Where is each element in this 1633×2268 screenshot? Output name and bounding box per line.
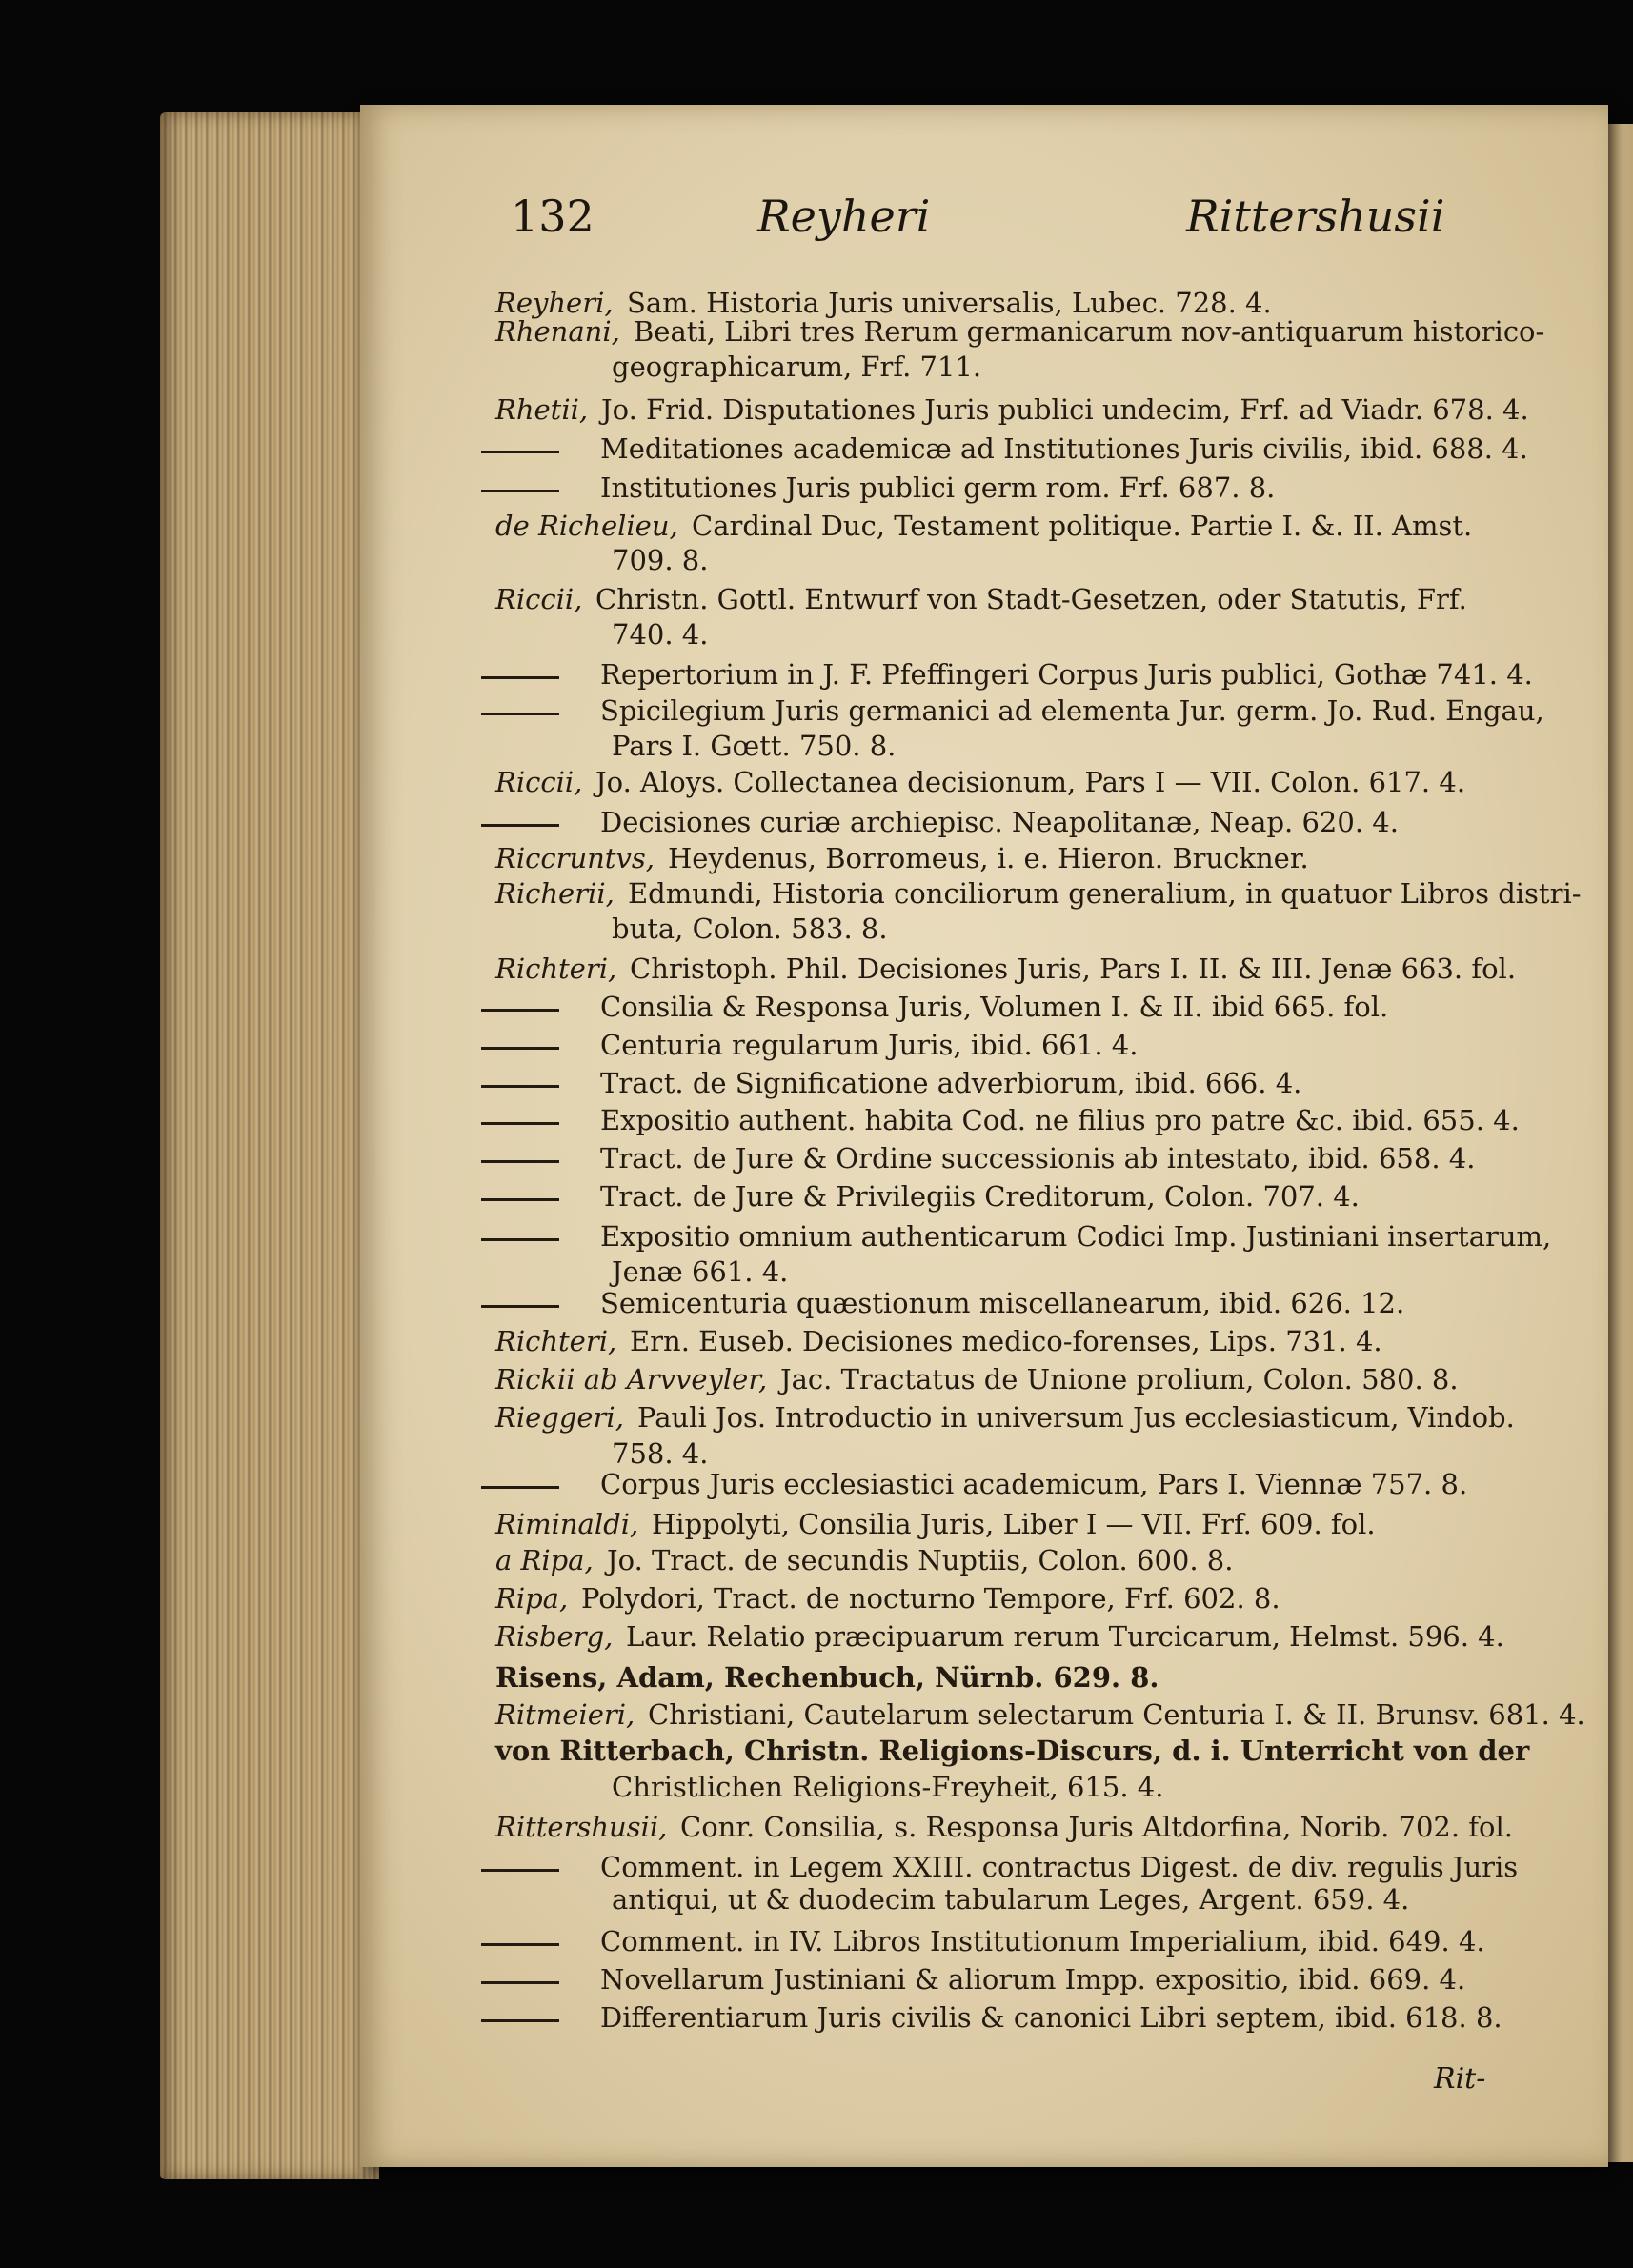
entry-text: Differentiarum Juris civilis & canonici Libri septem, ibid. 618. 8. [600, 2001, 1502, 2034]
entry-author: Richteri, [495, 953, 617, 985]
bibliography-entry [0, 1581, 1633, 1619]
entry-text: Christoph. Phil. Decisiones Juris, Pars I. II. & III. Jenæ 663. fol. [630, 953, 1517, 985]
ditto-dash [481, 1047, 559, 1050]
ditto-dash [481, 1160, 559, 1163]
bibliography-entry [0, 841, 1633, 879]
entry-author: Richteri, [495, 1325, 617, 1357]
bibliography-entry [0, 1924, 1633, 1962]
bibliography-entry [0, 952, 1633, 990]
bibliography-entry [0, 1219, 1633, 1257]
bibliography-entry [0, 617, 1633, 655]
ditto-dash [481, 824, 559, 827]
bibliography-entry [0, 1507, 1633, 1545]
bibliography-entry [0, 990, 1633, 1028]
bibliography-entry [0, 765, 1633, 803]
bibliography-entry [0, 1362, 1633, 1400]
bibliography-entry [0, 1619, 1633, 1657]
entry-text: Beati, Libri tres Rerum germanicarum nov-antiquarum historico- [634, 315, 1545, 348]
bibliography-entry [0, 1028, 1633, 1066]
ditto-dash [481, 1238, 559, 1241]
entry-author: Rhetii, [495, 393, 589, 426]
entry-author: de Richelieu, [495, 510, 678, 542]
bibliography-entry [0, 1103, 1633, 1141]
entry-text: Corpus Juris ecclesiastici academicum, Pars I. Viennæ 757. 8. [600, 1468, 1468, 1500]
ditto-dash [481, 1198, 559, 1201]
bibliography-entry [0, 1286, 1633, 1324]
bibliography-entry [0, 350, 1633, 388]
running-head-right: Rittershusii [1186, 191, 1445, 242]
entry-author: Rickii ab Arvveyler, [495, 1363, 768, 1395]
ditto-dash [481, 451, 559, 453]
entry-author: Rittershusii, [495, 1811, 668, 1843]
entry-text: Ern. Euseb. Decisiones medico-forenses, Lips. 731. 4. [630, 1325, 1382, 1357]
bibliography-entry [0, 805, 1633, 843]
entry-text: Jo. Tract. de secundis Nuptiis, Colon. 600. 8. [607, 1544, 1234, 1576]
bibliography-entry [0, 1660, 1633, 1698]
entry-author: Ritmeieri, [495, 1698, 635, 1731]
entry-text: Jac. Tractatus de Unione prolium, Colon. 580. 8. [780, 1363, 1459, 1395]
page-number: 132 [511, 191, 595, 242]
bibliography-entry [0, 392, 1633, 431]
entry-text: Jenæ 661. 4. [612, 1255, 789, 1288]
bibliography-entry [0, 1882, 1633, 1920]
entry-text: Risens, Adam, Rechenbuch, Nürnb. 629. 8. [495, 1661, 1159, 1694]
ditto-dash [481, 1122, 559, 1125]
entry-text: 740. 4. [612, 618, 709, 651]
entry-text: Laur. Relatio præcipuarum rerum Turcicarum, Helmst. 596. 4. [626, 1620, 1504, 1653]
entry-author: Riccii, [495, 766, 583, 798]
bibliography-entry [0, 693, 1633, 732]
bibliography-entry [0, 432, 1633, 470]
entry-text: Tract. de Jure & Privilegiis Creditorum, Colon. 707. 4. [600, 1180, 1360, 1213]
bibliography-entry [0, 471, 1633, 509]
entry-text: Comment. in IV. Libros Institutionum Imperialium, ibid. 649. 4. [600, 1925, 1485, 1957]
entry-text: Spicilegium Juris germanici ad elementa Jur. germ. Jo. Rud. Engau, [600, 694, 1544, 727]
bibliography-entry [0, 1734, 1633, 1772]
bibliography-entry [0, 1179, 1633, 1217]
catchword: Rit- [1434, 2062, 1486, 2096]
entry-text: Expositio authent. habita Cod. ne filius pro patre &c. ibid. 655. 4. [600, 1104, 1520, 1136]
running-head-left: Reyheri [757, 191, 931, 242]
entry-author: Ripa, [495, 1582, 569, 1615]
entry-text: Christn. Gottl. Entwurf von Stadt-Gesetzen, oder Statutis, Frf. [595, 583, 1467, 615]
entry-text: Centuria regularum Juris, ibid. 661. 4. [600, 1029, 1139, 1061]
entry-text: Christiani, Cautelarum selectarum Centuria I. & II. Brunsv. 681. 4. [648, 1698, 1585, 1731]
bibliography-entry [0, 1141, 1633, 1179]
bibliography-entry [0, 1400, 1633, 1438]
bibliography-entry [0, 657, 1633, 695]
entry-text: Jo. Frid. Disputationes Juris publici undecim, Frf. ad Viadr. 678. 4. [601, 393, 1529, 426]
ditto-dash [481, 1085, 559, 1088]
ditto-dash [481, 1305, 559, 1308]
entry-text: Pauli Jos. Introductio in universum Jus ecclesiasticum, Vindob. [637, 1401, 1515, 1434]
entry-author: Riccruntvs, [495, 842, 655, 874]
entry-text: Cardinal Duc, Testament politique. Partie I. &. II. Amst. [692, 510, 1473, 542]
entry-author: Rieggeri, [495, 1401, 624, 1434]
bibliography-entry [0, 314, 1633, 352]
entry-text: geographicarum, Frf. 711. [612, 351, 982, 383]
bibliography-entry [0, 912, 1633, 950]
bibliography-entry [0, 1324, 1633, 1362]
ditto-dash [481, 1009, 559, 1012]
bibliography-entry [0, 1467, 1633, 1505]
entry-author: Rhenani, [495, 315, 620, 348]
bibliography-entry [0, 729, 1633, 767]
entry-text: Novellarum Justiniani & aliorum Impp. expositio, ibid. 669. 4. [600, 1963, 1466, 1996]
ditto-dash [481, 1486, 559, 1489]
entry-text: Meditationes academicæ ad Institutiones Juris civilis, ibid. 688. 4. [600, 432, 1528, 465]
entry-text: Repertorium in J. F. Pfeffingeri Corpus Juris publici, Gothæ 741. 4. [600, 658, 1533, 691]
entry-text: Consilia & Responsa Juris, Volumen I. & II. ibid 665. fol. [600, 991, 1389, 1023]
entry-author: Richerii, [495, 877, 615, 910]
bibliography-entry [0, 1066, 1633, 1104]
entry-text: Conr. Consilia, s. Responsa Juris Altdorfina, Norib. 702. fol. [680, 1811, 1513, 1843]
bibliography-entry [0, 876, 1633, 914]
ditto-dash [481, 490, 559, 492]
ditto-dash [481, 1869, 559, 1872]
entry-text: buta, Colon. 583. 8. [612, 913, 888, 945]
entry-text: Semicenturia quæstionum miscellanearum, ibid. 626. 12. [600, 1287, 1405, 1319]
bibliography-entry [0, 2000, 1633, 2038]
entry-text: Tract. de Significatione adverbiorum, ibid. 666. 4. [600, 1067, 1302, 1099]
entry-text: antiqui, ut & duodecim tabularum Leges, Argent. 659. 4. [612, 1883, 1410, 1916]
bibliography-entry [0, 509, 1633, 547]
entry-text: Christlichen Religions-Freyheit, 615. 4. [612, 1771, 1164, 1803]
entry-author: Riminaldi, [495, 1508, 639, 1540]
entry-author: a Ripa, [495, 1544, 594, 1576]
entry-text: Comment. in Legem XXIII. contractus Digest. de div. regulis Juris [600, 1851, 1519, 1883]
bibliography-entry [0, 1543, 1633, 1581]
bibliography-entry [0, 1810, 1633, 1848]
entry-text: Heydenus, Borromeus, i. e. Hieron. Bruckner. [668, 842, 1309, 874]
entry-text: Institutiones Juris publici germ rom. Frf. 687. 8. [600, 472, 1276, 504]
bibliography-entry [0, 1962, 1633, 2000]
entry-text: Jo. Aloys. Collectanea decisionum, Pars I — VII. Colon. 617. 4. [595, 766, 1466, 798]
bibliography-entry [0, 543, 1633, 581]
entry-text: 758. 4. [612, 1437, 709, 1470]
entry-text: Edmundi, Historia conciliorum generalium, in quatuor Libros distri- [628, 877, 1582, 910]
ditto-dash [481, 676, 559, 679]
entry-author: Riccii, [495, 583, 583, 615]
bibliography-entry [0, 582, 1633, 620]
entry-text: Expositio omnium authenticarum Codici Imp. Justiniani insertarum, [600, 1220, 1552, 1253]
entry-author: Reyheri, [495, 287, 614, 319]
entry-text: von Ritterbach, Christn. Religions-Discurs, d. i. Unterricht von der [495, 1735, 1530, 1767]
entry-text: Tract. de Jure & Ordine successionis ab intestato, ibid. 658. 4. [600, 1142, 1476, 1174]
bibliography-entry [0, 1697, 1633, 1736]
ditto-dash [481, 713, 559, 715]
entry-text: 709. 8. [612, 544, 709, 576]
ditto-dash [481, 1981, 559, 1984]
entry-text: Decisiones curiæ archiepisc. Neapolitanæ, Neap. 620. 4. [600, 806, 1399, 838]
entry-text: Sam. Historia Juris universalis, Lubec. 728. 4. [627, 287, 1272, 319]
ditto-dash [481, 1943, 559, 1946]
entry-text: Polydori, Tract. de nocturno Tempore, Frf. 602. 8. [581, 1582, 1280, 1615]
entry-text: Hippolyti, Consilia Juris, Liber I — VII. Frf. 609. fol. [652, 1508, 1376, 1540]
entry-author: Risberg, [495, 1620, 614, 1653]
entry-text: Pars I. Gœtt. 750. 8. [612, 730, 897, 762]
ditto-dash [481, 2019, 559, 2022]
bibliography-entry [0, 1770, 1633, 1808]
